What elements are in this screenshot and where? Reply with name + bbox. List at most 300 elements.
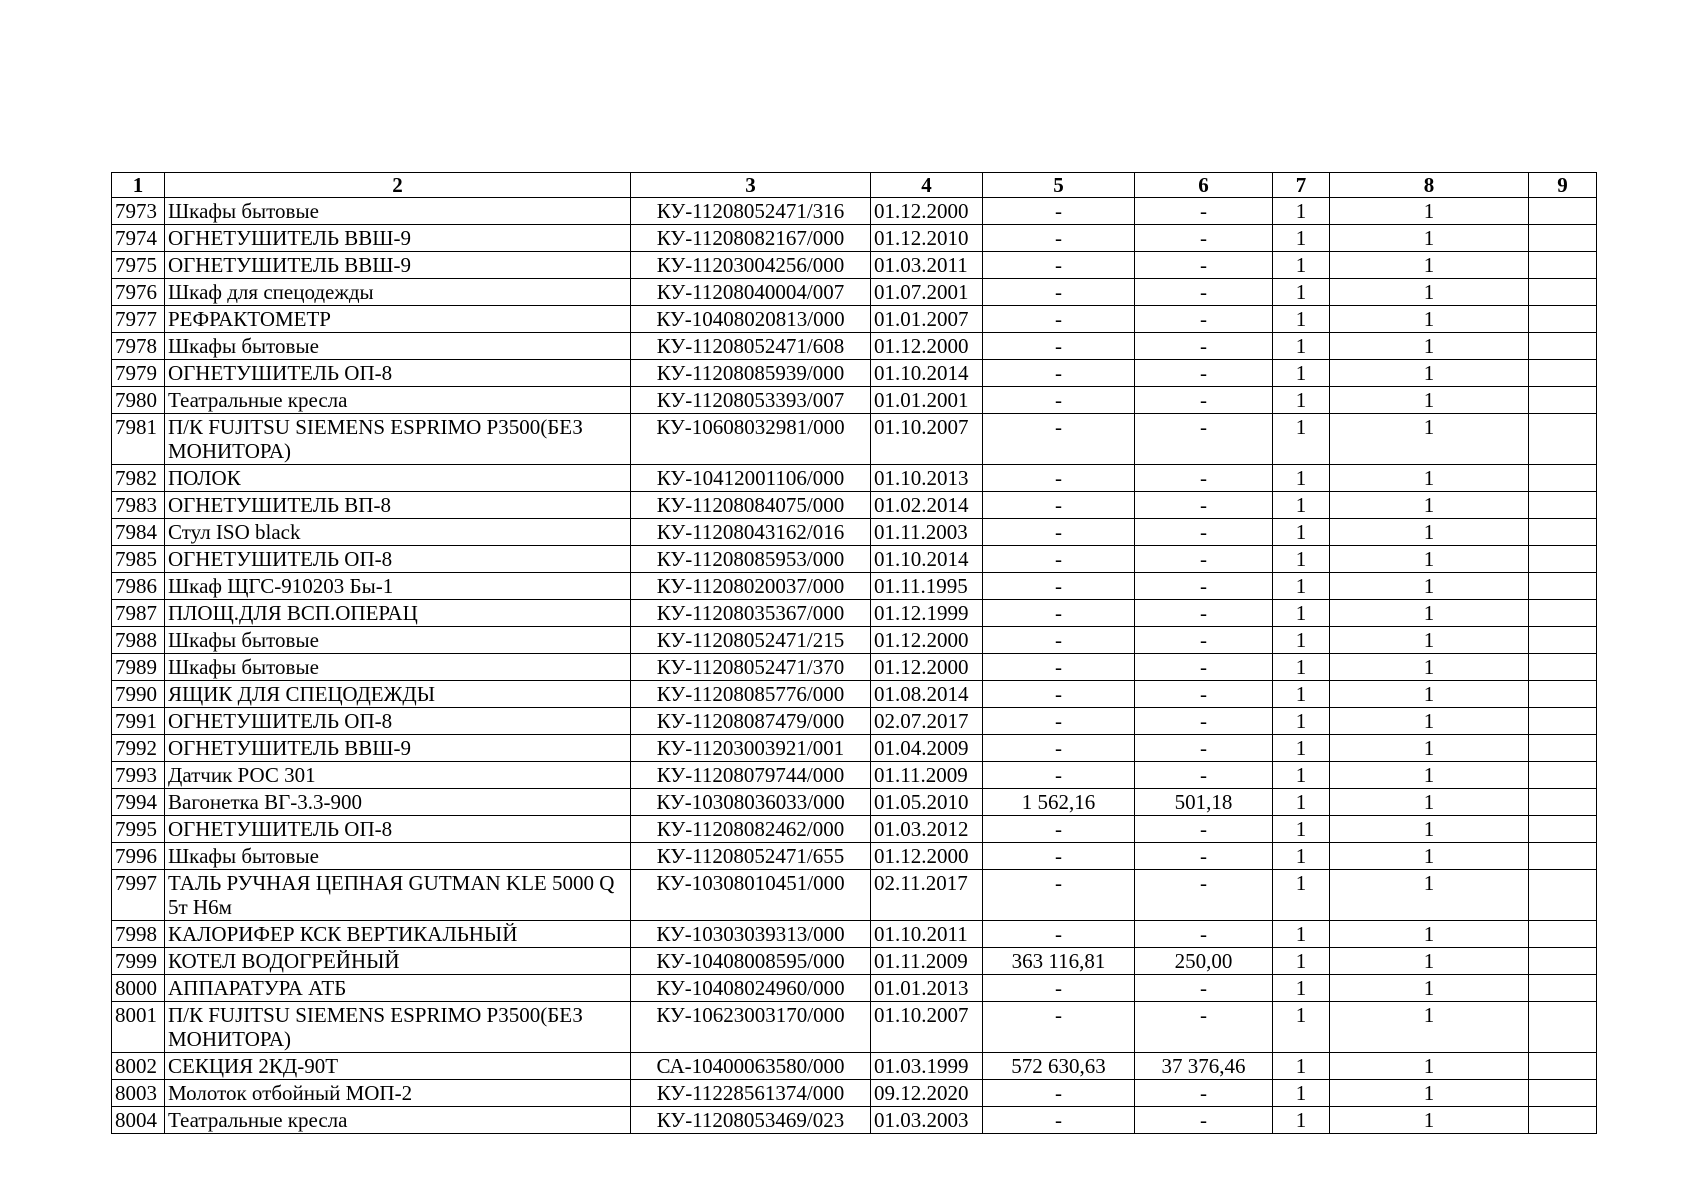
cell-number: 7995	[112, 816, 165, 843]
cell-value-6: -	[1135, 843, 1273, 870]
cell-date: 01.10.2013	[871, 465, 983, 492]
table-row	[112, 333, 1597, 360]
cell-name: Шкафы бытовые	[165, 654, 631, 681]
cell-value-5: -	[983, 387, 1135, 414]
cell-date: 01.01.2007	[871, 306, 983, 333]
cell-value-6: -	[1135, 252, 1273, 279]
cell-value-5: -	[983, 519, 1135, 546]
cell-value-8: 1	[1330, 252, 1529, 279]
table-header	[112, 173, 1597, 198]
table-row	[112, 492, 1597, 519]
table-row	[112, 762, 1597, 789]
cell-value-8: 1	[1330, 414, 1529, 465]
cell-inventory-code: КУ-11208052471/655	[631, 843, 871, 870]
cell-value-9	[1529, 921, 1597, 948]
table-row	[112, 1002, 1597, 1053]
cell-value-5: -	[983, 654, 1135, 681]
cell-value-7: 1	[1273, 600, 1330, 627]
cell-date: 01.12.2000	[871, 843, 983, 870]
cell-value-5: -	[983, 1002, 1135, 1053]
cell-value-9	[1529, 225, 1597, 252]
cell-value-7: 1	[1273, 681, 1330, 708]
cell-number: 7977	[112, 306, 165, 333]
cell-inventory-code: КУ-11208085953/000	[631, 546, 871, 573]
cell-value-9	[1529, 762, 1597, 789]
cell-value-6: -	[1135, 387, 1273, 414]
cell-value-7: 1	[1273, 1002, 1330, 1053]
column-header-2: 2	[165, 173, 631, 198]
cell-date: 01.12.1999	[871, 600, 983, 627]
cell-value-8: 1	[1330, 816, 1529, 843]
cell-value-6: -	[1135, 225, 1273, 252]
column-header-7: 7	[1273, 173, 1330, 198]
cell-inventory-code: КУ-11208053393/007	[631, 387, 871, 414]
cell-number: 7992	[112, 735, 165, 762]
cell-number: 7991	[112, 708, 165, 735]
cell-value-7: 1	[1273, 762, 1330, 789]
cell-value-6: -	[1135, 414, 1273, 465]
cell-date: 01.03.2003	[871, 1107, 983, 1134]
cell-name: ПОЛОК	[165, 465, 631, 492]
cell-value-5: -	[983, 492, 1135, 519]
cell-name: ОГНЕТУШИТЕЛЬ ОП-8	[165, 546, 631, 573]
cell-date: 01.05.2010	[871, 789, 983, 816]
cell-name: П/К FUJITSU SIEMENS ESPRIMO P3500(БЕЗ МОНИТОРА)	[165, 1002, 631, 1053]
cell-value-8: 1	[1330, 948, 1529, 975]
cell-value-6: -	[1135, 681, 1273, 708]
cell-value-8: 1	[1330, 519, 1529, 546]
table-row	[112, 279, 1597, 306]
cell-number: 8003	[112, 1080, 165, 1107]
cell-number: 7978	[112, 333, 165, 360]
cell-value-8: 1	[1330, 333, 1529, 360]
cell-value-6: -	[1135, 708, 1273, 735]
cell-date: 01.11.1995	[871, 573, 983, 600]
cell-value-7: 1	[1273, 1080, 1330, 1107]
cell-value-8: 1	[1330, 225, 1529, 252]
cell-inventory-code: КУ-11208035367/000	[631, 600, 871, 627]
cell-name: СЕКЦИЯ 2КД-90Т	[165, 1053, 631, 1080]
cell-name: П/К FUJITSU SIEMENS ESPRIMO P3500(БЕЗ МОНИТОРА)	[165, 414, 631, 465]
cell-value-8: 1	[1330, 681, 1529, 708]
table-row	[112, 198, 1597, 225]
table-row	[112, 789, 1597, 816]
cell-date: 01.10.2014	[871, 360, 983, 387]
cell-name: Театральные кресла	[165, 1107, 631, 1134]
cell-value-5: -	[983, 573, 1135, 600]
cell-value-9	[1529, 1080, 1597, 1107]
cell-value-5: -	[983, 921, 1135, 948]
cell-value-5: 572 630,63	[983, 1053, 1135, 1080]
cell-inventory-code: КУ-10608032981/000	[631, 414, 871, 465]
cell-date: 01.12.2000	[871, 627, 983, 654]
cell-number: 7980	[112, 387, 165, 414]
cell-number: 7973	[112, 198, 165, 225]
cell-value-9	[1529, 306, 1597, 333]
cell-value-7: 1	[1273, 198, 1330, 225]
cell-name: Вагонетка ВГ-3.3-900	[165, 789, 631, 816]
cell-date: 02.07.2017	[871, 708, 983, 735]
table-row	[112, 921, 1597, 948]
table-row	[112, 414, 1597, 465]
cell-value-7: 1	[1273, 333, 1330, 360]
cell-value-6: -	[1135, 279, 1273, 306]
cell-inventory-code: КУ-10408008595/000	[631, 948, 871, 975]
cell-inventory-code: КУ-10412001106/000	[631, 465, 871, 492]
cell-number: 7997	[112, 870, 165, 921]
cell-value-9	[1529, 1053, 1597, 1080]
cell-value-6: -	[1135, 654, 1273, 681]
cell-value-9	[1529, 198, 1597, 225]
cell-inventory-code: КУ-11228561374/000	[631, 1080, 871, 1107]
cell-date: 09.12.2020	[871, 1080, 983, 1107]
cell-value-9	[1529, 1107, 1597, 1134]
cell-number: 7974	[112, 225, 165, 252]
cell-value-8: 1	[1330, 1002, 1529, 1053]
cell-value-7: 1	[1273, 975, 1330, 1002]
cell-value-6: -	[1135, 465, 1273, 492]
cell-date: 01.03.2012	[871, 816, 983, 843]
cell-inventory-code: КУ-11208040004/007	[631, 279, 871, 306]
cell-value-8: 1	[1330, 921, 1529, 948]
table-row	[112, 546, 1597, 573]
column-header-3: 3	[631, 173, 871, 198]
cell-value-9	[1529, 654, 1597, 681]
cell-name: ОГНЕТУШИТЕЛЬ ВВШ-9	[165, 225, 631, 252]
column-header-1: 1	[112, 173, 165, 198]
cell-value-9	[1529, 681, 1597, 708]
cell-value-9	[1529, 414, 1597, 465]
cell-value-6: -	[1135, 870, 1273, 921]
cell-value-9	[1529, 789, 1597, 816]
cell-value-6: -	[1135, 627, 1273, 654]
table-row	[112, 870, 1597, 921]
table-row	[112, 654, 1597, 681]
cell-value-7: 1	[1273, 870, 1330, 921]
cell-name: ОГНЕТУШИТЕЛЬ ВВШ-9	[165, 252, 631, 279]
cell-number: 7988	[112, 627, 165, 654]
cell-value-5: -	[983, 681, 1135, 708]
cell-value-7: 1	[1273, 306, 1330, 333]
cell-value-9	[1529, 816, 1597, 843]
cell-value-6: -	[1135, 519, 1273, 546]
table-row	[112, 681, 1597, 708]
cell-number: 8002	[112, 1053, 165, 1080]
cell-name: КОТЕЛ ВОДОГРЕЙНЫЙ	[165, 948, 631, 975]
cell-value-8: 1	[1330, 708, 1529, 735]
cell-number: 7989	[112, 654, 165, 681]
cell-value-7: 1	[1273, 735, 1330, 762]
table-row	[112, 519, 1597, 546]
cell-name: ОГНЕТУШИТЕЛЬ ОП-8	[165, 816, 631, 843]
cell-value-9	[1529, 843, 1597, 870]
cell-value-6: -	[1135, 816, 1273, 843]
cell-date: 01.07.2001	[871, 279, 983, 306]
cell-name: РЕФРАКТОМЕТР	[165, 306, 631, 333]
cell-name: КАЛОРИФЕР КСК ВЕРТИКАЛЬНЫЙ	[165, 921, 631, 948]
cell-value-9	[1529, 1002, 1597, 1053]
cell-value-6: -	[1135, 762, 1273, 789]
cell-date: 01.01.2001	[871, 387, 983, 414]
cell-value-9	[1529, 948, 1597, 975]
cell-value-8: 1	[1330, 573, 1529, 600]
cell-value-5: -	[983, 627, 1135, 654]
cell-value-6: 250,00	[1135, 948, 1273, 975]
table-row	[112, 225, 1597, 252]
cell-value-9	[1529, 546, 1597, 573]
cell-value-9	[1529, 975, 1597, 1002]
cell-date: 01.04.2009	[871, 735, 983, 762]
cell-value-7: 1	[1273, 492, 1330, 519]
table-row	[112, 627, 1597, 654]
table-row	[112, 387, 1597, 414]
cell-date: 01.08.2014	[871, 681, 983, 708]
cell-value-8: 1	[1330, 306, 1529, 333]
cell-date: 01.12.2000	[871, 333, 983, 360]
cell-date: 01.03.2011	[871, 252, 983, 279]
cell-value-8: 1	[1330, 360, 1529, 387]
cell-value-5: -	[983, 600, 1135, 627]
inventory-table	[111, 172, 1597, 1134]
cell-name: ОГНЕТУШИТЕЛЬ ОП-8	[165, 360, 631, 387]
cell-value-6: 501,18	[1135, 789, 1273, 816]
cell-value-5: -	[983, 762, 1135, 789]
cell-date: 01.12.2000	[871, 654, 983, 681]
cell-value-8: 1	[1330, 1107, 1529, 1134]
cell-name: АППАРАТУРА АТБ	[165, 975, 631, 1002]
cell-inventory-code: КУ-10408020813/000	[631, 306, 871, 333]
cell-date: 01.02.2014	[871, 492, 983, 519]
cell-inventory-code: КУ-11208082462/000	[631, 816, 871, 843]
cell-inventory-code: КУ-11208020037/000	[631, 573, 871, 600]
cell-name: Стул ISO black	[165, 519, 631, 546]
cell-number: 7976	[112, 279, 165, 306]
cell-name: Шкафы бытовые	[165, 843, 631, 870]
cell-value-9	[1529, 735, 1597, 762]
cell-value-7: 1	[1273, 921, 1330, 948]
cell-value-5: -	[983, 546, 1135, 573]
cell-value-7: 1	[1273, 387, 1330, 414]
cell-value-8: 1	[1330, 735, 1529, 762]
cell-inventory-code: КУ-10308036033/000	[631, 789, 871, 816]
table-row	[112, 975, 1597, 1002]
cell-value-7: 1	[1273, 252, 1330, 279]
cell-inventory-code: КУ-11208084075/000	[631, 492, 871, 519]
cell-number: 7999	[112, 948, 165, 975]
cell-inventory-code: КУ-11208053469/023	[631, 1107, 871, 1134]
cell-value-9	[1529, 387, 1597, 414]
cell-name: Молоток отбойный МОП-2	[165, 1080, 631, 1107]
cell-value-5: -	[983, 360, 1135, 387]
cell-number: 7984	[112, 519, 165, 546]
cell-name: Шкафы бытовые	[165, 627, 631, 654]
cell-value-5: -	[983, 1107, 1135, 1134]
cell-number: 7985	[112, 546, 165, 573]
cell-inventory-code: КУ-11208043162/016	[631, 519, 871, 546]
table-row	[112, 573, 1597, 600]
cell-value-9	[1529, 519, 1597, 546]
cell-name: ОГНЕТУШИТЕЛЬ ОП-8	[165, 708, 631, 735]
cell-value-5: -	[983, 465, 1135, 492]
cell-inventory-code: КУ-11208052471/608	[631, 333, 871, 360]
cell-value-8: 1	[1330, 654, 1529, 681]
cell-value-7: 1	[1273, 465, 1330, 492]
table-row	[112, 735, 1597, 762]
cell-date: 01.10.2014	[871, 546, 983, 573]
cell-value-7: 1	[1273, 816, 1330, 843]
column-header-8: 8	[1330, 173, 1529, 198]
cell-value-6: -	[1135, 975, 1273, 1002]
table-row	[112, 948, 1597, 975]
cell-date: 01.11.2003	[871, 519, 983, 546]
table-row	[112, 252, 1597, 279]
cell-date: 01.11.2009	[871, 762, 983, 789]
cell-inventory-code: КУ-11208082167/000	[631, 225, 871, 252]
cell-inventory-code: КУ-11208079744/000	[631, 762, 871, 789]
cell-value-5: -	[983, 279, 1135, 306]
table-row	[112, 843, 1597, 870]
column-header-6: 6	[1135, 173, 1273, 198]
cell-number: 7993	[112, 762, 165, 789]
table-row	[112, 465, 1597, 492]
cell-value-8: 1	[1330, 870, 1529, 921]
cell-inventory-code: КУ-11208052471/316	[631, 198, 871, 225]
cell-value-9	[1529, 333, 1597, 360]
cell-value-6: -	[1135, 306, 1273, 333]
cell-date: 01.11.2009	[871, 948, 983, 975]
cell-value-6: -	[1135, 921, 1273, 948]
cell-value-7: 1	[1273, 1107, 1330, 1134]
cell-number: 8000	[112, 975, 165, 1002]
cell-name: Шкаф ЩГС-910203 Бы-1	[165, 573, 631, 600]
cell-value-7: 1	[1273, 279, 1330, 306]
table-row	[112, 816, 1597, 843]
cell-name: ОГНЕТУШИТЕЛЬ ВВШ-9	[165, 735, 631, 762]
cell-value-7: 1	[1273, 225, 1330, 252]
cell-value-7: 1	[1273, 573, 1330, 600]
cell-value-9	[1529, 492, 1597, 519]
cell-number: 7982	[112, 465, 165, 492]
cell-value-5: -	[983, 843, 1135, 870]
cell-date: 01.12.2010	[871, 225, 983, 252]
cell-value-7: 1	[1273, 546, 1330, 573]
cell-value-8: 1	[1330, 762, 1529, 789]
cell-value-5: -	[983, 252, 1135, 279]
cell-number: 7983	[112, 492, 165, 519]
cell-inventory-code: КУ-11208087479/000	[631, 708, 871, 735]
cell-inventory-code: КУ-11208085776/000	[631, 681, 871, 708]
cell-value-6: -	[1135, 573, 1273, 600]
cell-value-8: 1	[1330, 492, 1529, 519]
cell-value-9	[1529, 573, 1597, 600]
cell-number: 7975	[112, 252, 165, 279]
table-row	[112, 600, 1597, 627]
cell-value-8: 1	[1330, 975, 1529, 1002]
column-header-4: 4	[871, 173, 983, 198]
table-row	[112, 1107, 1597, 1134]
cell-value-9	[1529, 627, 1597, 654]
cell-name: Шкаф для спецодежды	[165, 279, 631, 306]
cell-value-8: 1	[1330, 198, 1529, 225]
cell-value-6: -	[1135, 1107, 1273, 1134]
cell-value-8: 1	[1330, 546, 1529, 573]
cell-date: 02.11.2017	[871, 870, 983, 921]
cell-value-6: 37 376,46	[1135, 1053, 1273, 1080]
cell-value-7: 1	[1273, 789, 1330, 816]
cell-value-8: 1	[1330, 1053, 1529, 1080]
cell-name: Шкафы бытовые	[165, 198, 631, 225]
cell-value-5: -	[983, 198, 1135, 225]
cell-value-9	[1529, 465, 1597, 492]
cell-value-5: -	[983, 735, 1135, 762]
cell-name: ОГНЕТУШИТЕЛЬ ВП-8	[165, 492, 631, 519]
cell-value-7: 1	[1273, 1053, 1330, 1080]
cell-value-6: -	[1135, 198, 1273, 225]
cell-value-8: 1	[1330, 843, 1529, 870]
cell-value-5: -	[983, 975, 1135, 1002]
cell-value-6: -	[1135, 735, 1273, 762]
cell-value-8: 1	[1330, 789, 1529, 816]
cell-value-5: 363 116,81	[983, 948, 1135, 975]
table-row	[112, 360, 1597, 387]
cell-value-7: 1	[1273, 627, 1330, 654]
table-row	[112, 1080, 1597, 1107]
cell-value-5: -	[983, 708, 1135, 735]
cell-name: Театральные кресла	[165, 387, 631, 414]
cell-value-5: -	[983, 816, 1135, 843]
cell-number: 7987	[112, 600, 165, 627]
cell-value-5: -	[983, 306, 1135, 333]
cell-number: 7996	[112, 843, 165, 870]
cell-value-8: 1	[1330, 279, 1529, 306]
cell-value-5: -	[983, 870, 1135, 921]
cell-value-9	[1529, 600, 1597, 627]
cell-value-5: -	[983, 414, 1135, 465]
cell-value-8: 1	[1330, 600, 1529, 627]
cell-date: 01.12.2000	[871, 198, 983, 225]
cell-name: Шкафы бытовые	[165, 333, 631, 360]
cell-value-5: -	[983, 225, 1135, 252]
cell-value-9	[1529, 279, 1597, 306]
cell-number: 7979	[112, 360, 165, 387]
cell-value-7: 1	[1273, 708, 1330, 735]
cell-inventory-code: КУ-11203004256/000	[631, 252, 871, 279]
cell-date: 01.03.1999	[871, 1053, 983, 1080]
cell-value-9	[1529, 870, 1597, 921]
cell-date: 01.10.2007	[871, 414, 983, 465]
column-header-9: 9	[1529, 173, 1597, 198]
cell-value-5: -	[983, 333, 1135, 360]
cell-value-8: 1	[1330, 1080, 1529, 1107]
cell-number: 8001	[112, 1002, 165, 1053]
cell-value-6: -	[1135, 360, 1273, 387]
cell-name: Датчик РОС 301	[165, 762, 631, 789]
cell-value-7: 1	[1273, 519, 1330, 546]
cell-value-9	[1529, 252, 1597, 279]
cell-value-7: 1	[1273, 843, 1330, 870]
cell-value-6: -	[1135, 1080, 1273, 1107]
cell-value-6: -	[1135, 546, 1273, 573]
cell-value-9	[1529, 708, 1597, 735]
column-header-5: 5	[983, 173, 1135, 198]
cell-inventory-code: КУ-11203003921/001	[631, 735, 871, 762]
cell-date: 01.01.2013	[871, 975, 983, 1002]
cell-inventory-code: КУ-10303039313/000	[631, 921, 871, 948]
cell-inventory-code: КУ-11208085939/000	[631, 360, 871, 387]
cell-number: 7998	[112, 921, 165, 948]
cell-value-8: 1	[1330, 627, 1529, 654]
cell-number: 7986	[112, 573, 165, 600]
